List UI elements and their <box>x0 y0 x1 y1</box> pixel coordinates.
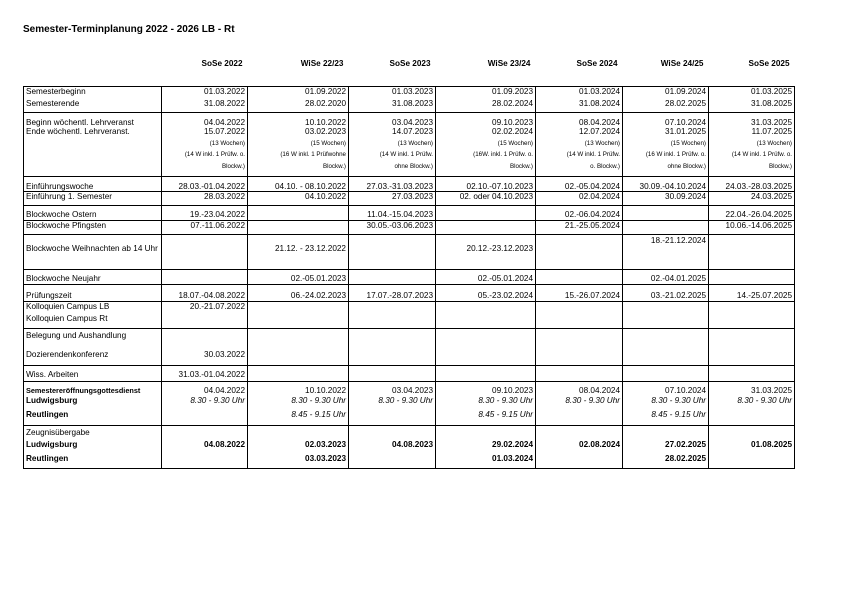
table-cell: (14 W inkl. 1 Prüfw. o. <box>162 151 248 163</box>
table-cell: 01.03.2023 <box>349 86 436 99</box>
table-cell <box>709 365 795 381</box>
table-cell: 10.10.2022 <box>248 112 349 127</box>
row-label: Semesterende <box>24 99 162 112</box>
table-cell: (13 Wochen) <box>709 140 795 151</box>
table-cell: 28.02.2020 <box>248 99 349 112</box>
table-cell: 01.03.2024 <box>536 86 623 99</box>
table-cell: 02.10.-07.10.2023 <box>436 176 536 192</box>
table-cell <box>623 220 709 234</box>
table-cell: 8.30 - 9.30 Uhr <box>709 396 795 410</box>
table-row <box>24 220 795 234</box>
table-cell: 01.09.2024 <box>623 86 709 99</box>
table-cell <box>248 220 349 234</box>
table-cell: (16 W inkl. 1 Prüfw. o. <box>623 151 709 163</box>
row-label: Beginn wöchentl. Lehrveranst <box>24 112 162 127</box>
table-cell: 20.12.-23.12.2023 <box>436 234 536 269</box>
table-cell: 31.08.2025 <box>709 99 795 112</box>
table-cell <box>162 269 248 284</box>
table-cell <box>436 220 536 234</box>
table-cell: 31.08.2024 <box>536 99 623 112</box>
table-cell: 02.04.2024 <box>536 192 623 206</box>
table-row <box>24 163 795 176</box>
table-row <box>24 127 795 140</box>
table-cell: 19.-23.04.2022 <box>162 206 248 221</box>
table-cell: 8.30 - 9.30 Uhr <box>349 396 436 410</box>
table-row <box>24 328 795 350</box>
table-row <box>24 301 795 314</box>
table-cell <box>248 328 349 350</box>
table-cell: 30.03.2022 <box>162 350 248 365</box>
table-row <box>24 284 795 301</box>
table-cell: 02.-06.04.2024 <box>536 206 623 221</box>
column-header: WiSe 24/25 <box>660 59 704 68</box>
table-row <box>24 381 795 396</box>
table-row <box>24 454 795 468</box>
row-label: Ende wöchentl. Lehrveranst. <box>24 127 162 140</box>
row-label: Zeugnisübergabe <box>24 425 162 440</box>
table-cell: 01.03.2025 <box>709 86 795 99</box>
table-cell <box>623 350 709 365</box>
table-cell: 02.02.2024 <box>436 127 536 140</box>
table-cell: 01.03.2024 <box>436 454 536 468</box>
table-cell <box>349 425 436 440</box>
table-cell: 31.03.2025 <box>709 381 795 396</box>
table-cell: 31.08.2023 <box>349 99 436 112</box>
row-label: Blockwoche Pfingsten <box>24 220 162 234</box>
table-cell <box>436 425 536 440</box>
table-cell: 04.08.2023 <box>349 440 436 454</box>
table-cell <box>536 365 623 381</box>
table-row <box>24 99 795 112</box>
table-cell: 03.02.2023 <box>248 127 349 140</box>
table-cell: 03.03.2023 <box>248 454 349 468</box>
table-row <box>24 86 795 99</box>
row-label: Blockwoche Ostern <box>24 206 162 221</box>
table-cell <box>623 365 709 381</box>
table-row <box>24 206 795 221</box>
table-cell: 02.03.2023 <box>248 440 349 454</box>
table-row <box>24 425 795 440</box>
table-cell: 8.45 - 9.15 Uhr <box>248 410 349 425</box>
table-cell <box>436 328 536 350</box>
table-cell <box>709 269 795 284</box>
row-label: Kolloquien Campus Rt <box>24 314 162 328</box>
table-cell <box>349 350 436 365</box>
table-cell <box>709 410 795 425</box>
table-cell <box>709 425 795 440</box>
table-cell <box>536 234 623 269</box>
table-cell <box>349 328 436 350</box>
table-cell: 04.04.2022 <box>162 112 248 127</box>
table-cell <box>536 410 623 425</box>
table-cell: 14.07.2023 <box>349 127 436 140</box>
row-label: Wiss. Arbeiten <box>24 365 162 381</box>
table-cell: 28.03.2022 <box>162 192 248 206</box>
table-cell: 07.10.2024 <box>623 112 709 127</box>
table-cell <box>709 314 795 328</box>
table-cell: 8.30 - 9.30 Uhr <box>623 396 709 410</box>
table-cell: 18.-21.12.2024 <box>623 234 709 269</box>
header-label-cell <box>24 53 162 86</box>
table-cell <box>162 425 248 440</box>
table-cell: 05.-23.02.2024 <box>436 284 536 301</box>
table-cell: 11.07.2025 <box>709 127 795 140</box>
column-header: WiSe 23/24 <box>487 59 531 68</box>
table-cell <box>349 365 436 381</box>
table-cell: 02.-05.01.2024 <box>436 269 536 284</box>
table-cell: 8.30 - 9.30 Uhr <box>248 396 349 410</box>
table-cell: 03.04.2023 <box>349 112 436 127</box>
table-cell: 18.07.-04.08.2022 <box>162 284 248 301</box>
table-cell: 30.09.-04.10.2024 <box>623 176 709 192</box>
table-cell <box>162 234 248 269</box>
column-header: WiSe 22/23 <box>300 59 344 68</box>
schedule-table <box>23 53 795 469</box>
table-cell: 10.10.2022 <box>248 381 349 396</box>
row-label: Semesterbeginn <box>24 86 162 99</box>
table-cell: 21.-25.05.2024 <box>536 220 623 234</box>
table-cell <box>623 301 709 314</box>
table-cell: 22.04.-26.04.2025 <box>709 206 795 221</box>
row-label <box>24 151 162 163</box>
row-label: Ludwigsburg <box>24 396 162 410</box>
table-row <box>24 151 795 163</box>
table-cell: (14 W inkl. 1 Prüfw. o. <box>709 151 795 163</box>
table-cell: (15 Wochen) <box>248 140 349 151</box>
table-cell <box>436 350 536 365</box>
table-cell <box>162 454 248 468</box>
table-cell: 12.07.2024 <box>536 127 623 140</box>
table-cell <box>536 314 623 328</box>
table-row <box>24 396 795 410</box>
table-cell: 07.-11.06.2022 <box>162 220 248 234</box>
row-label: Einführungswoche <box>24 176 162 192</box>
row-label: Semestereröffnungsgottesdienst <box>24 381 162 396</box>
table-cell <box>248 314 349 328</box>
table-row <box>24 112 795 127</box>
table-cell: (16W. inkl. 1 Prüfw. o. <box>436 151 536 163</box>
table-cell <box>709 454 795 468</box>
table-cell: ohne Blockw.) <box>623 163 709 176</box>
row-label: Prüfungszeit <box>24 284 162 301</box>
table-cell: 04.10. - 08.10.2022 <box>248 176 349 192</box>
table-cell: 28.02.2024 <box>436 99 536 112</box>
page-title: Semester-Terminplanung 2022 - 2026 LB - Rt <box>23 24 235 35</box>
table-cell: 06.-24.02.2023 <box>248 284 349 301</box>
table-cell <box>349 410 436 425</box>
row-label: Belegung und Aushandlung <box>24 328 162 350</box>
table-cell: 15.07.2022 <box>162 127 248 140</box>
table-cell <box>162 328 248 350</box>
table-cell <box>248 206 349 221</box>
table-cell <box>436 206 536 221</box>
table-cell: (14 W inkl. 1 Prüfw. <box>536 151 623 163</box>
row-label <box>24 140 162 151</box>
table-cell: 01.08.2025 <box>709 440 795 454</box>
table-cell: ohne Blockw.) <box>349 163 436 176</box>
row-label: Reutlingen <box>24 410 162 425</box>
table-cell: 04.04.2022 <box>162 381 248 396</box>
table-cell <box>349 454 436 468</box>
table-cell: (13 Wochen) <box>349 140 436 151</box>
table-row <box>24 234 795 269</box>
table-row <box>24 192 795 206</box>
table-cell: Blockw.) <box>436 163 536 176</box>
table-cell: 31.01.2025 <box>623 127 709 140</box>
table-cell <box>709 301 795 314</box>
row-label: Blockwoche Neujahr <box>24 269 162 284</box>
table-cell <box>436 365 536 381</box>
table-row <box>24 410 795 425</box>
table-cell: 11.04.-15.04.2023 <box>349 206 436 221</box>
table-cell: Blockw.) <box>162 163 248 176</box>
table-row <box>24 350 795 365</box>
table-row <box>24 176 795 192</box>
table-cell <box>349 301 436 314</box>
table-cell: 01.09.2022 <box>248 86 349 99</box>
table-cell <box>248 365 349 381</box>
table-cell: (15 Wochen) <box>436 140 536 151</box>
table-cell: 28.02.2025 <box>623 454 709 468</box>
table-cell <box>436 301 536 314</box>
table-row <box>24 365 795 381</box>
table-cell: 24.03.2025 <box>709 192 795 206</box>
table-cell: Blockw.) <box>709 163 795 176</box>
table-cell: 17.07.-28.07.2023 <box>349 284 436 301</box>
table-cell <box>536 454 623 468</box>
table-cell: 01.03.2022 <box>162 86 248 99</box>
table-cell: 04.10.2022 <box>248 192 349 206</box>
table-cell <box>536 350 623 365</box>
table-cell <box>536 425 623 440</box>
table-cell: 20.-21.07.2022 <box>162 301 248 314</box>
table-cell <box>349 314 436 328</box>
table-row <box>24 314 795 328</box>
table-cell: 09.10.2023 <box>436 381 536 396</box>
row-label: Dozierendenkonferenz <box>24 350 162 365</box>
table-cell <box>536 328 623 350</box>
table-cell: 31.08.2022 <box>162 99 248 112</box>
table-cell: 30.05.-03.06.2023 <box>349 220 436 234</box>
table-cell: 31.03.-01.04.2022 <box>162 365 248 381</box>
column-header: SoSe 2022 <box>201 59 243 68</box>
column-header: SoSe 2025 <box>748 59 790 68</box>
table-cell: (15 Wochen) <box>623 140 709 151</box>
table-cell: 8.30 - 9.30 Uhr <box>436 396 536 410</box>
table-row <box>24 140 795 151</box>
table-cell: 27.03.2023 <box>349 192 436 206</box>
table-cell: (14 W inkl. 1 Prüfw. <box>349 151 436 163</box>
row-label: Reutlingen <box>24 454 162 468</box>
table-cell <box>248 350 349 365</box>
table-cell: 10.06.-14.06.2025 <box>709 220 795 234</box>
row-label: Blockwoche Weihnachten ab 14 Uhr <box>24 234 162 269</box>
row-label: Ludwigsburg <box>24 440 162 454</box>
column-header: SoSe 2024 <box>576 59 618 68</box>
table-cell <box>248 301 349 314</box>
table-cell: 09.10.2023 <box>436 112 536 127</box>
table-cell <box>162 410 248 425</box>
table-cell: 28.02.2025 <box>623 99 709 112</box>
table-cell <box>349 234 436 269</box>
table-cell: 03.04.2023 <box>349 381 436 396</box>
table-cell: 02.-04.01.2025 <box>623 269 709 284</box>
table-cell: 08.04.2024 <box>536 381 623 396</box>
table-cell: 08.04.2024 <box>536 112 623 127</box>
table-cell: 04.08.2022 <box>162 440 248 454</box>
table-cell: 03.-21.02.2025 <box>623 284 709 301</box>
table-cell: 14.-25.07.2025 <box>709 284 795 301</box>
table-cell: 02.08.2024 <box>536 440 623 454</box>
table-cell: 8.30 - 9.30 Uhr <box>536 396 623 410</box>
table-cell <box>536 269 623 284</box>
table-cell: 02. oder 04.10.2023 <box>436 192 536 206</box>
table-cell <box>623 425 709 440</box>
table-cell <box>349 269 436 284</box>
table-cell <box>536 301 623 314</box>
table-cell <box>709 234 795 269</box>
table-cell: 01.09.2023 <box>436 86 536 99</box>
table-cell <box>623 328 709 350</box>
table-cell: 02.-05.01.2023 <box>248 269 349 284</box>
table-cell <box>248 425 349 440</box>
table-row <box>24 269 795 284</box>
table-cell: 8.45 - 9.15 Uhr <box>436 410 536 425</box>
table-cell <box>623 206 709 221</box>
table-cell: 8.30 - 9.30 Uhr <box>162 396 248 410</box>
table-cell <box>709 350 795 365</box>
row-label: Kolloquien Campus LB <box>24 301 162 314</box>
table-cell: (16 W inkl. 1 Prüfwohne <box>248 151 349 163</box>
table-cell: 15.-26.07.2024 <box>536 284 623 301</box>
row-label <box>24 163 162 176</box>
table-cell: 02.-05.04.2024 <box>536 176 623 192</box>
table-cell: 07.10.2024 <box>623 381 709 396</box>
table-cell: 27.03.-31.03.2023 <box>349 176 436 192</box>
table-cell: o. Blockw.) <box>536 163 623 176</box>
table-cell: 24.03.-28.03.2025 <box>709 176 795 192</box>
row-label: Einführung 1. Semester <box>24 192 162 206</box>
table-cell <box>162 314 248 328</box>
column-header: SoSe 2023 <box>389 59 431 68</box>
table-cell: (13 Wochen) <box>162 140 248 151</box>
table-cell: 8.45 - 9.15 Uhr <box>623 410 709 425</box>
table-cell <box>623 314 709 328</box>
table-cell: (13 Wochen) <box>536 140 623 151</box>
table-cell: 27.02.2025 <box>623 440 709 454</box>
table-row <box>24 440 795 454</box>
table-cell: 30.09.2024 <box>623 192 709 206</box>
table-cell <box>709 328 795 350</box>
table-cell: 29.02.2024 <box>436 440 536 454</box>
table-cell: 28.03.-01.04.2022 <box>162 176 248 192</box>
table-cell: 31.03.2025 <box>709 112 795 127</box>
table-cell <box>436 314 536 328</box>
table-cell: Blockw.) <box>248 163 349 176</box>
table-cell: 21.12. - 23.12.2022 <box>248 234 349 269</box>
